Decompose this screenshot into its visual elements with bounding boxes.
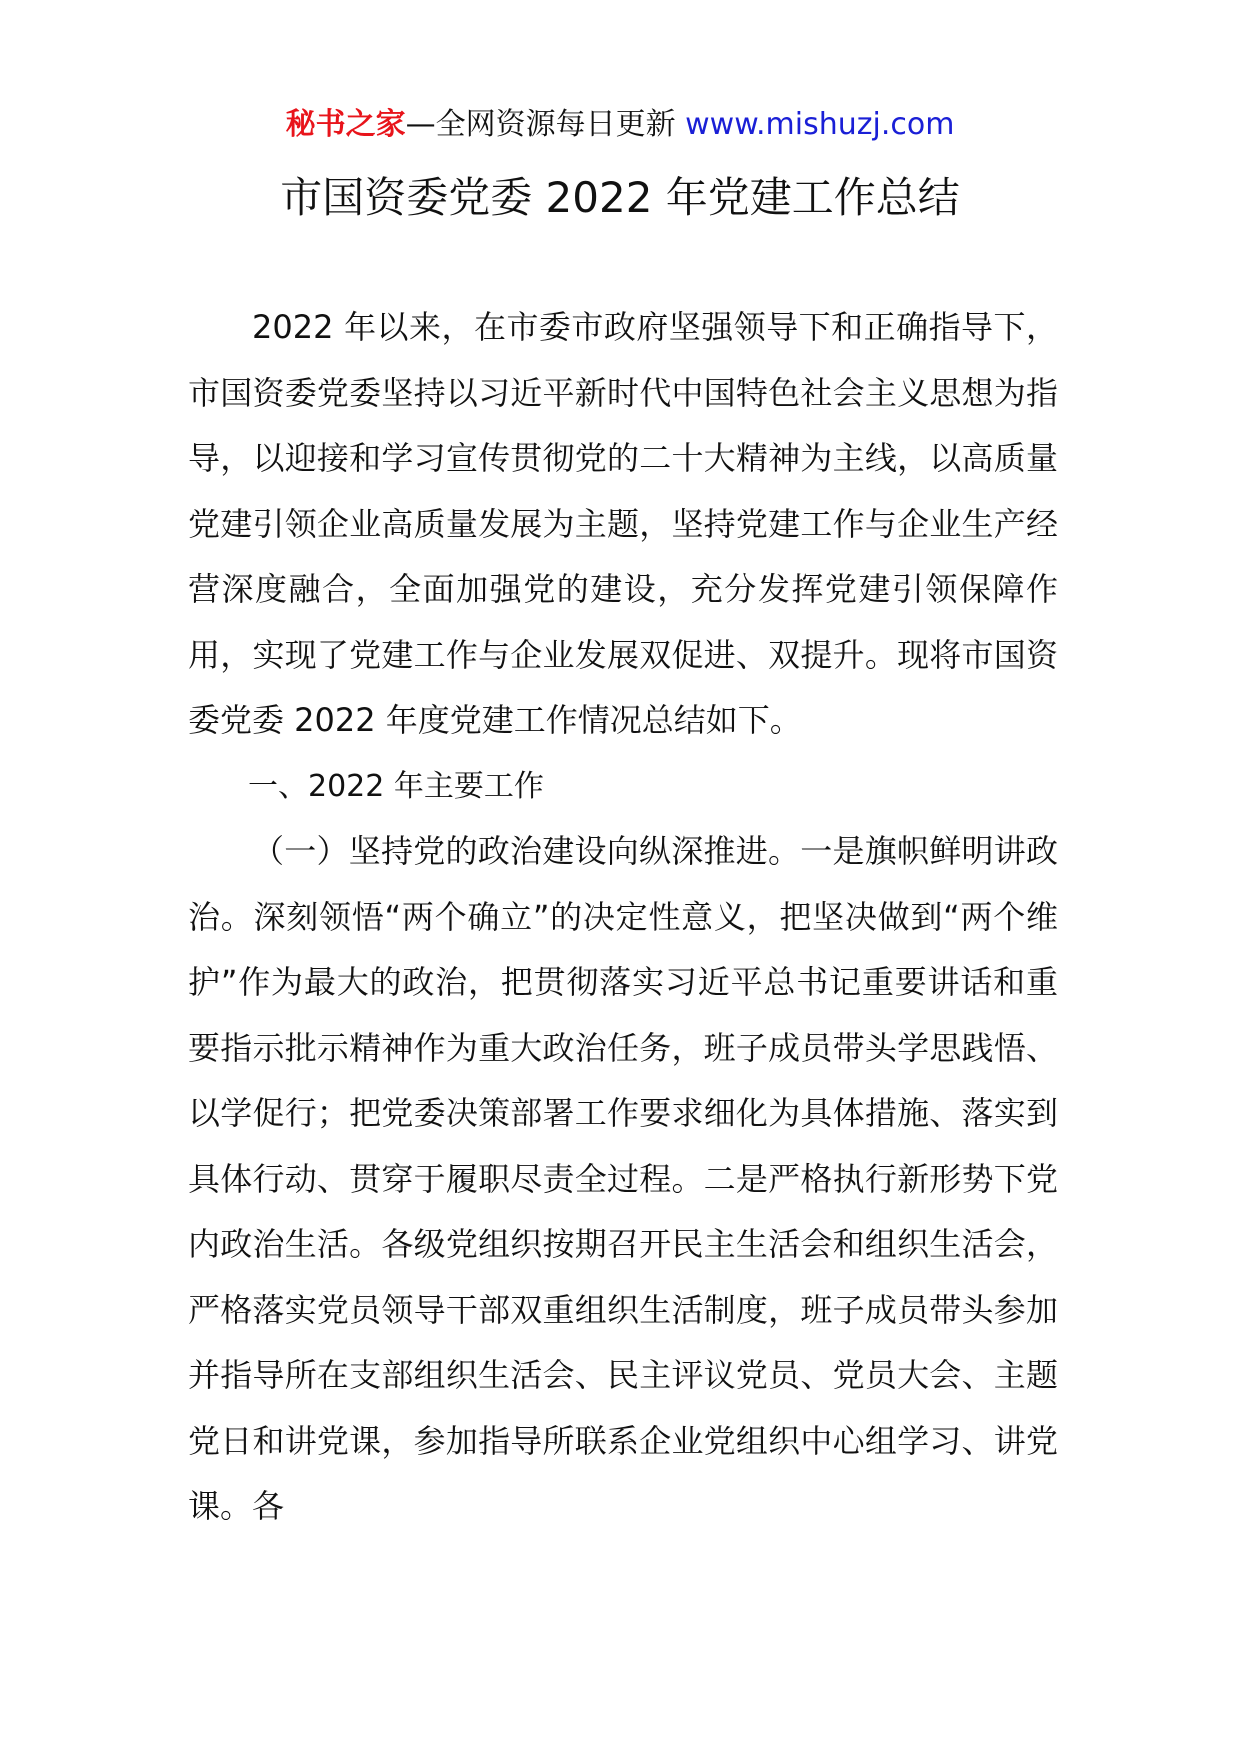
section-heading: 一、2022 年主要工作 — [248, 768, 544, 804]
section-paragraph: （一）坚持党的政治建设向纵深推进。一是旗帜鲜明讲政治。深刻领悟“两个确立”的决定性意义，把坚决做到“两个维护”作为最大的政治，把贯彻落实习近平总书记重要讲话和重要指示批示精神作为重大政治任务，班子成员带头学思践悟、以学促行；把党委决策部署工作要求细化为具体措施、落实到具体行动、贯穿于履职尽责全过程。二是严格执行新形势下党内政治生活。各级党组织按期召开民主生活会和组织生活会，严格落实党员领导干部双重组织生活制度，班子成员带头参加并指导所在支部组织生活会、民主评议党员、党员大会、主题党日和讲党课，参加指导所联系企业党组织中心组学习、讲党课。各 — [188, 832, 1058, 1525]
brand-name: 秘书之家 — [285, 107, 406, 142]
document-body — [188, 295, 1058, 1540]
site-url-link[interactable]: www.mishuzj.com — [685, 107, 955, 142]
intro-paragraph: 2022 年以来，在市委市政府坚强领导下和正确指导下，市国资委党委坚持以习近平新时代中国特色社会主义思想为指导，以迎接和学习宣传贯彻党的二十大精神为主线，以高质量党建引领企业高质量发展为主题，坚持党建工作与企业生产经营深度融合，全面加强党的建设，充分发挥党建引领保障作用，实现了党建工作与企业发展双促进、双提升。现将市国资委党委 2022 年度党建工作情况总结如下。 — [188, 308, 1058, 739]
site-header — [0, 103, 1240, 147]
document-title: 市国资委党委 2022 年党建工作总结 — [280, 173, 960, 222]
site-slogan: —全网资源每日更新 — [405, 107, 686, 142]
